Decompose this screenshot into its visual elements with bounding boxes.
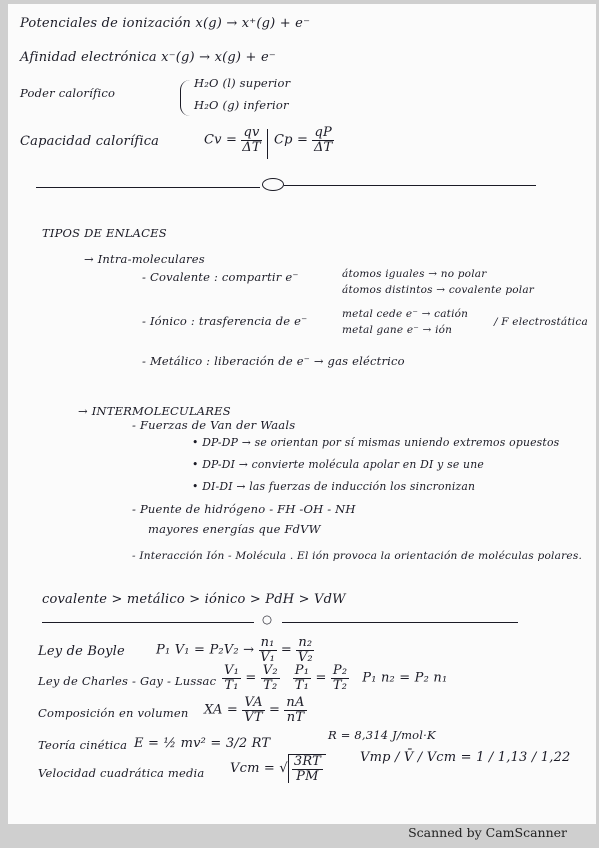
calorific-lower: H₂O (g) inferior	[194, 98, 289, 112]
kinetic-theory-equation: E = ½ mv² = 3/2 RT	[134, 736, 271, 751]
calorific-brace	[180, 80, 191, 116]
divider-oval	[262, 178, 284, 191]
ionic-note-2: metal gane e⁻ → ión	[342, 324, 453, 336]
covalent-note-2: átomos distintos → covalente polar	[342, 284, 534, 296]
vdw-title: - Fuerzas de Van der Waals	[132, 418, 296, 432]
ion-molecule-line: - Interacción Ión - Molécula . El ión provoca la orientación de moléculas polares.	[132, 550, 583, 562]
boyle-label: Ley de Boyle	[38, 644, 125, 659]
scanned-notes-page	[8, 4, 596, 824]
divider-left-1	[36, 187, 260, 188]
divider-right-2	[282, 622, 518, 623]
metallic-line: - Metálico : liberación de e⁻ → gas eléctrico	[142, 354, 405, 368]
ionic-side-note: / F electrostática	[494, 316, 588, 328]
velocity-ratio: Vmp / V̄ / Vcm = 1 / 1,13 / 1,22	[360, 750, 571, 765]
volume-composition-equation: XA = $\frac{VA}{VT}$ = $\frac{nA}{nT}$	[204, 695, 305, 725]
heat-capacity-label: Capacidad calorífica	[20, 134, 160, 149]
electron-affinity-line: Afinidad electrónica x⁻(g) → x(g) + e⁻	[20, 50, 276, 65]
bond-types-title: TIPOS DE ENLACES	[42, 226, 167, 240]
covalent-line: - Covalente : compartir e⁻	[142, 270, 299, 284]
scanner-watermark: Scanned by CamScanner	[408, 825, 567, 840]
bond-strength-ranking: covalente > metálico > iónico > PdH > VdW	[42, 592, 346, 607]
dpdi-line: • DP-DI → convierte molécula apolar en DI y se une	[192, 458, 484, 471]
separator-bar	[267, 129, 268, 159]
divider-circle: ○	[262, 612, 273, 626]
covalent-note-1: átomos iguales → no polar	[342, 268, 487, 280]
rms-velocity-equation: Vcm = √ $\frac{3RT}{PM}$	[230, 754, 326, 783]
intermolecular-title: → INTERMOLECULARES	[78, 404, 231, 418]
ionic-line: - Iónico : trasferencia de e⁻	[142, 314, 308, 328]
divider-left-2	[42, 622, 254, 623]
cv-equation: Cv = $\frac{qv}{\Delta T}$	[204, 125, 261, 155]
rms-velocity-label: Velocidad cuadrática media	[38, 766, 205, 780]
ionic-note-1: metal cede e⁻ → catión	[342, 308, 469, 320]
hydrogen-bond-note: mayores energías que FdVW	[148, 522, 321, 536]
intramolecular-title: → Intra-moleculares	[84, 252, 205, 266]
kinetic-theory-label: Teoría cinética	[38, 738, 128, 752]
calorific-power-label: Poder calorífico	[20, 86, 116, 100]
boyle-equation: P₁ V₁ = P₂V₂ → $\frac{\text{n₁}}{\text{V₁}}$ = $\frac{\text{n₂}}{\text{V₂}}$	[156, 635, 313, 665]
ionization-potential-line: Potenciales de ionización x(g) → x⁺(g) + e⁻	[20, 16, 311, 31]
cp-equation: Cp = $\frac{qP}{\Delta T}$	[274, 125, 333, 155]
charles-equation: $\frac{\text{V₁}}{\text{T₁}}$ = $\frac{\text{V₂}}{\text{T₂}}$ $\frac{\text{P₁}}{\text{T₁}}$ = $\frac{\text{P₂}}{\text{T₂}}$ P₁ n₂ = P₂ n₁	[224, 663, 448, 693]
dpdp-line: • DP-DP → se orientan por sí mismas uniendo extremos opuestos	[192, 436, 560, 449]
charles-label: Ley de Charles - Gay - Lussac	[38, 674, 217, 688]
didi-line: • DI-DI → las fuerzas de inducción los sincronizan	[192, 480, 476, 493]
volume-composition-label: Composición en volumen	[38, 706, 189, 720]
calorific-upper: H₂O (l) superior	[194, 76, 291, 90]
gas-constant: R = 8,314 J/mol·K	[328, 728, 436, 742]
hydrogen-bond-line: - Puente de hidrógeno - FH -OH - NH	[132, 502, 356, 516]
divider-right-1	[284, 185, 536, 186]
